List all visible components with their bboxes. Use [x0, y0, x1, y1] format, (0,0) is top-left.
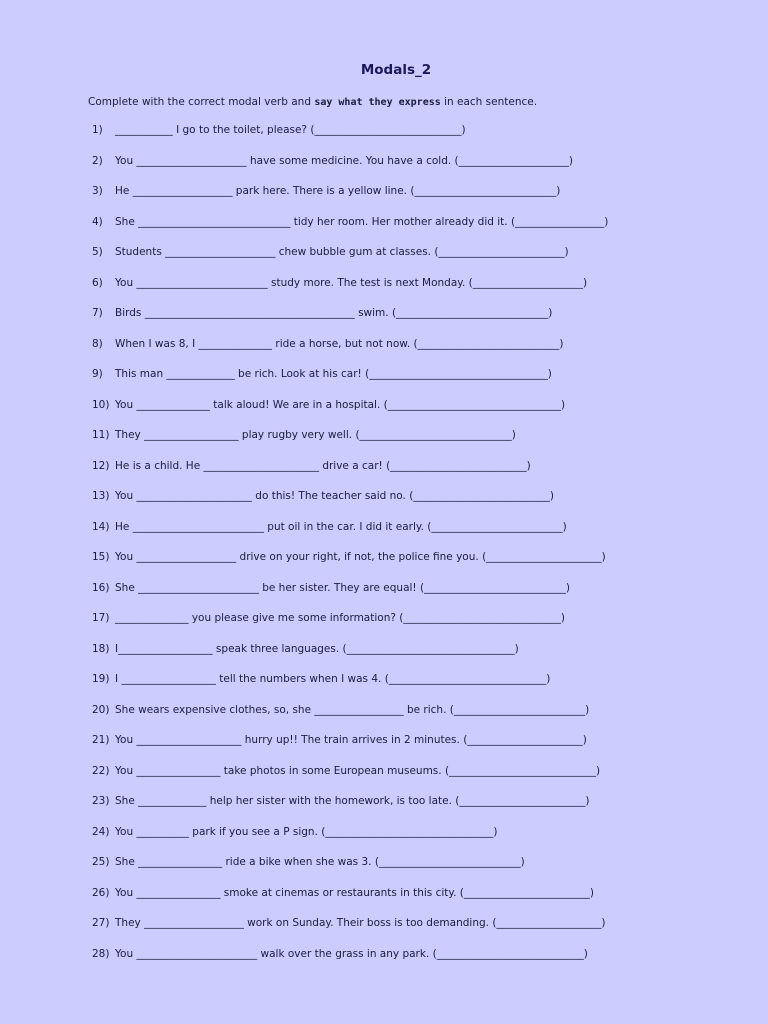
- question-number: 4): [92, 215, 103, 228]
- question-item: [0, 490, 768, 521]
- question-text: He is a child. He ______________________ drive a car! (__________________________): [115, 459, 531, 472]
- question-text: You ________________ take photos in some European museums. (____________________________): [115, 764, 601, 777]
- question-number: 20): [92, 703, 110, 716]
- question-number: 14): [92, 520, 110, 533]
- question-text: They __________________ play rugby very well. (_____________________________): [115, 429, 516, 441]
- question-item: [0, 399, 768, 430]
- question-text: ___________ I go to the toilet, please? (____________________________): [115, 124, 466, 136]
- question-item: [0, 612, 768, 643]
- question-item: [0, 460, 768, 491]
- question-item: [0, 856, 768, 887]
- question-item: [0, 795, 768, 826]
- question-item: [0, 734, 768, 765]
- question-number: 16): [92, 581, 110, 594]
- question-number: 2): [92, 154, 103, 167]
- question-text: They ___________________ work on Sunday. Their boss is too demanding. (____________________): [115, 917, 606, 929]
- question-text: Students _____________________ chew bubble gum at classes. (________________________): [115, 246, 569, 258]
- question-number: 7): [92, 307, 103, 319]
- question-text: You _________________________ study more. The test is next Monday. (_____________________): [115, 276, 588, 289]
- question-text: You ___________________ drive on your right, if not, the police fine you. (______________________): [115, 551, 606, 563]
- question-text: I __________________ tell the numbers when I was 4. (______________________________): [115, 673, 551, 685]
- question-item: [0, 948, 768, 979]
- question-number: 11): [92, 429, 110, 441]
- question-text: Birds ________________________________________ swim. (_____________________________): [115, 307, 553, 319]
- question-text: ______________ you please give me some information? (______________________________): [115, 612, 565, 624]
- question-number: 1): [92, 124, 103, 136]
- question-text: He _________________________ put oil in the car. I did it early. (_________________________): [115, 520, 567, 533]
- question-number: 12): [92, 459, 110, 472]
- question-number: 21): [92, 734, 110, 746]
- question-item: [0, 673, 768, 704]
- instructions: [88, 96, 537, 108]
- question-number: 28): [92, 947, 110, 960]
- question-number: 9): [92, 368, 103, 380]
- question-number: 25): [92, 856, 110, 868]
- question-text: He ___________________ park here. There is a yellow line. (___________________________): [115, 185, 561, 197]
- question-item: [0, 826, 768, 857]
- instructions-text-before: Complete with the correct modal verb and: [88, 96, 315, 108]
- question-item: [0, 216, 768, 247]
- question-item: [0, 124, 768, 155]
- question-number: 8): [92, 337, 103, 350]
- question-item: [0, 185, 768, 216]
- question-item: [0, 582, 768, 613]
- question-number: 15): [92, 551, 110, 563]
- question-text: You _______________________ walk over the grass in any park. (____________________________): [115, 947, 588, 960]
- question-number: 10): [92, 398, 110, 411]
- question-text: You ______________ talk aloud! We are in a hospital. (_________________________________): [115, 398, 566, 411]
- instructions-emphasis: say what they express: [314, 97, 441, 108]
- question-text: You ____________________ hurry up!! The train arrives in 2 minutes. (______________________): [115, 734, 587, 746]
- question-number: 13): [92, 490, 110, 502]
- question-text: She _____________ help her sister with the homework, is too late. (________________________): [115, 795, 590, 807]
- instructions-text-after: in each sentence.: [440, 96, 538, 108]
- question-item: [0, 155, 768, 186]
- question-text: You ______________________ do this! The teacher said no. (__________________________): [115, 490, 554, 502]
- question-item: [0, 368, 768, 399]
- question-number: 27): [92, 917, 110, 929]
- page-title: Modals_2: [360, 62, 432, 78]
- question-item: [0, 521, 768, 552]
- question-text: She _____________________________ tidy her room. Her mother already did it. (_________________): [115, 215, 609, 228]
- question-number: 22): [92, 764, 110, 777]
- question-number: 5): [92, 246, 103, 258]
- question-list: [0, 124, 768, 978]
- question-item: [0, 643, 768, 674]
- question-text: She wears expensive clothes, so, she _________________ be rich. (_________________________): [115, 703, 590, 716]
- question-number: 19): [92, 673, 110, 685]
- question-number: 18): [92, 642, 110, 655]
- question-text: When I was 8, I ______________ ride a horse, but not now. (___________________________): [115, 337, 564, 350]
- question-item: [0, 887, 768, 918]
- question-item: [0, 277, 768, 308]
- question-item: [0, 338, 768, 369]
- question-text: She ________________ ride a bike when she was 3. (___________________________): [115, 856, 525, 868]
- question-text: This man _____________ be rich. Look at his car! (__________________________________): [115, 368, 552, 380]
- question-text: She _______________________ be her sister. They are equal! (___________________________): [115, 581, 570, 594]
- question-item: [0, 429, 768, 460]
- question-text: You ________________ smoke at cinemas or restaurants in this city. (________________________): [115, 886, 594, 899]
- question-item: [0, 765, 768, 796]
- question-text: I__________________ speak three languages. (________________________________): [115, 642, 519, 655]
- question-item: [0, 246, 768, 277]
- question-text: You __________ park if you see a P sign. (________________________________): [115, 825, 498, 838]
- question-item: [0, 917, 768, 948]
- question-number: 26): [92, 886, 110, 899]
- question-number: 17): [92, 612, 110, 624]
- question-item: [0, 551, 768, 582]
- question-number: 6): [92, 276, 103, 289]
- question-text: You _____________________ have some medicine. You have a cold. (_____________________): [115, 154, 574, 167]
- question-number: 23): [92, 795, 110, 807]
- question-item: [0, 307, 768, 338]
- question-number: 24): [92, 825, 110, 838]
- question-number: 3): [92, 185, 103, 197]
- question-item: [0, 704, 768, 735]
